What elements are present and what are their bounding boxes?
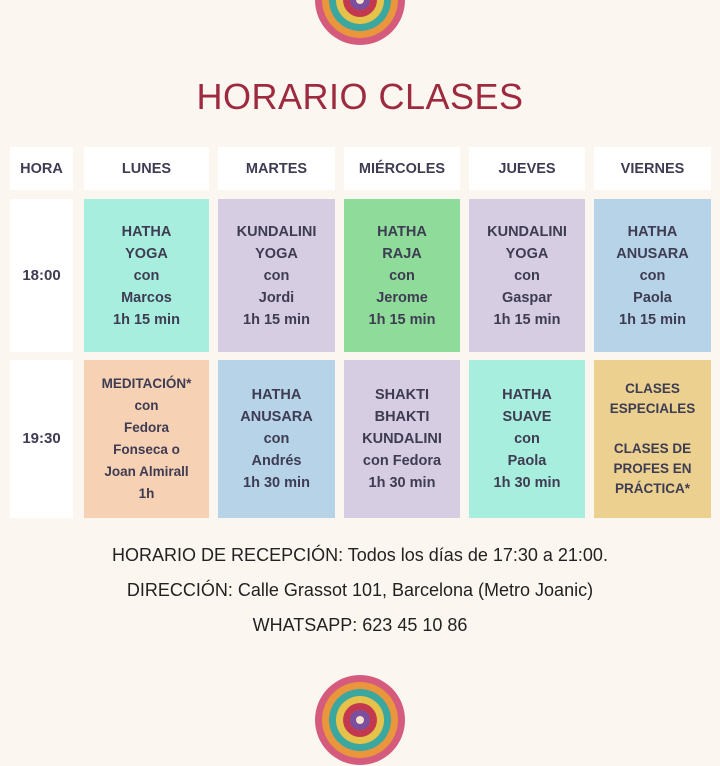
class-line: PROFES EN <box>613 461 692 476</box>
class-line: 1h 15 min <box>619 311 686 328</box>
class-text <box>102 373 192 505</box>
class-line: KUNDALINI <box>236 223 317 240</box>
class-line: ANUSARA <box>616 245 689 262</box>
class-line: KUNDALINI <box>487 223 567 240</box>
class-text <box>369 221 436 331</box>
class-line: YOGA <box>255 245 298 262</box>
mandala-bottom-decoration <box>314 674 406 766</box>
class-line: Jerome <box>376 289 428 306</box>
class-line: 1h 30 min <box>368 475 436 491</box>
header-day: JUEVES <box>469 147 585 190</box>
class-cell <box>218 360 335 518</box>
class-cell <box>469 199 585 352</box>
class-text <box>616 221 689 331</box>
class-text <box>240 384 313 494</box>
class-line: YOGA <box>125 245 168 262</box>
class-line: 1h 30 min <box>243 475 310 491</box>
class-line: con <box>389 267 415 284</box>
header-day: VIERNES <box>594 147 711 190</box>
address: DIRECCIÓN: Calle Grassot 101, Barcelona (Metro Joanic) <box>126 580 594 600</box>
class-line: 1h <box>138 486 155 501</box>
class-line <box>610 419 696 439</box>
class-cell <box>469 360 585 518</box>
class-text <box>487 221 567 331</box>
class-text <box>362 384 442 494</box>
class-line: con <box>514 267 540 284</box>
class-line: SUAVE <box>502 409 552 425</box>
class-line: con <box>514 431 540 447</box>
class-line: MEDITACIÓN* <box>101 376 192 391</box>
class-line: Paola <box>633 289 672 306</box>
class-line: ANUSARA <box>240 409 313 425</box>
class-line: SHAKTI <box>375 387 429 403</box>
class-line: Fonseca o <box>113 442 180 457</box>
time-cell: 19:30 <box>10 360 73 518</box>
class-line: ESPECIALES <box>609 401 696 416</box>
class-text <box>610 379 696 499</box>
class-line: con <box>639 267 666 284</box>
class-cell <box>344 199 460 352</box>
class-line: KUNDALINI <box>362 431 442 447</box>
class-line: Joan Almirall <box>104 464 189 479</box>
class-line: 1h 15 min <box>493 311 561 328</box>
page-title: HORARIO CLASES <box>196 76 524 117</box>
class-line: RAJA <box>382 245 422 262</box>
class-line: HATHA <box>251 387 302 403</box>
class-line: con Fedora <box>362 453 442 469</box>
class-line: Gaspar <box>502 289 552 306</box>
whatsapp: WHATSAPP: 623 45 10 86 <box>252 615 468 635</box>
class-line: Marcos <box>121 289 172 306</box>
class-line: CLASES <box>625 381 680 396</box>
class-text <box>113 221 180 331</box>
header-day: LUNES <box>84 147 209 190</box>
class-cell <box>84 199 209 352</box>
mandala-icon <box>315 0 405 45</box>
class-line: 1h 15 min <box>368 311 436 328</box>
class-text <box>494 384 561 494</box>
class-cell <box>594 360 711 518</box>
class-line: HATHA <box>121 223 172 240</box>
class-line: Paola <box>507 453 547 469</box>
class-cell <box>594 199 711 352</box>
class-line: CLASES DE <box>613 441 692 456</box>
header-hora: HORA <box>10 147 73 190</box>
header-day: MIÉRCOLES <box>344 147 460 190</box>
class-line: HATHA <box>627 223 678 240</box>
class-line: Jordi <box>258 289 295 306</box>
class-line: HATHA <box>377 223 427 240</box>
class-cell <box>344 360 460 518</box>
class-line: HATHA <box>502 387 552 403</box>
header-day: MARTES <box>218 147 335 190</box>
class-line: 1h 15 min <box>243 311 310 328</box>
class-line: Andrés <box>251 453 302 469</box>
class-line: con <box>134 398 159 413</box>
class-line: PRÁCTICA* <box>614 481 690 496</box>
class-line: con <box>263 267 290 284</box>
class-cell <box>84 360 209 518</box>
mandala-icon <box>315 675 405 765</box>
class-text <box>237 221 317 331</box>
class-line: Fedora <box>123 420 169 435</box>
class-line: 1h 15 min <box>113 311 180 328</box>
time-cell: 18:00 <box>10 199 73 352</box>
mandala-top-decoration <box>314 0 406 46</box>
class-line: YOGA <box>505 245 549 262</box>
reception-hours: HORARIO DE RECEPCIÓN: Todos los días de 17:30 a 21:00. <box>112 545 608 565</box>
class-line: BHAKTI <box>374 409 430 425</box>
class-line: 1h 30 min <box>493 475 561 491</box>
class-line: con <box>133 267 160 284</box>
class-line: con <box>263 431 290 447</box>
class-cell <box>218 199 335 352</box>
